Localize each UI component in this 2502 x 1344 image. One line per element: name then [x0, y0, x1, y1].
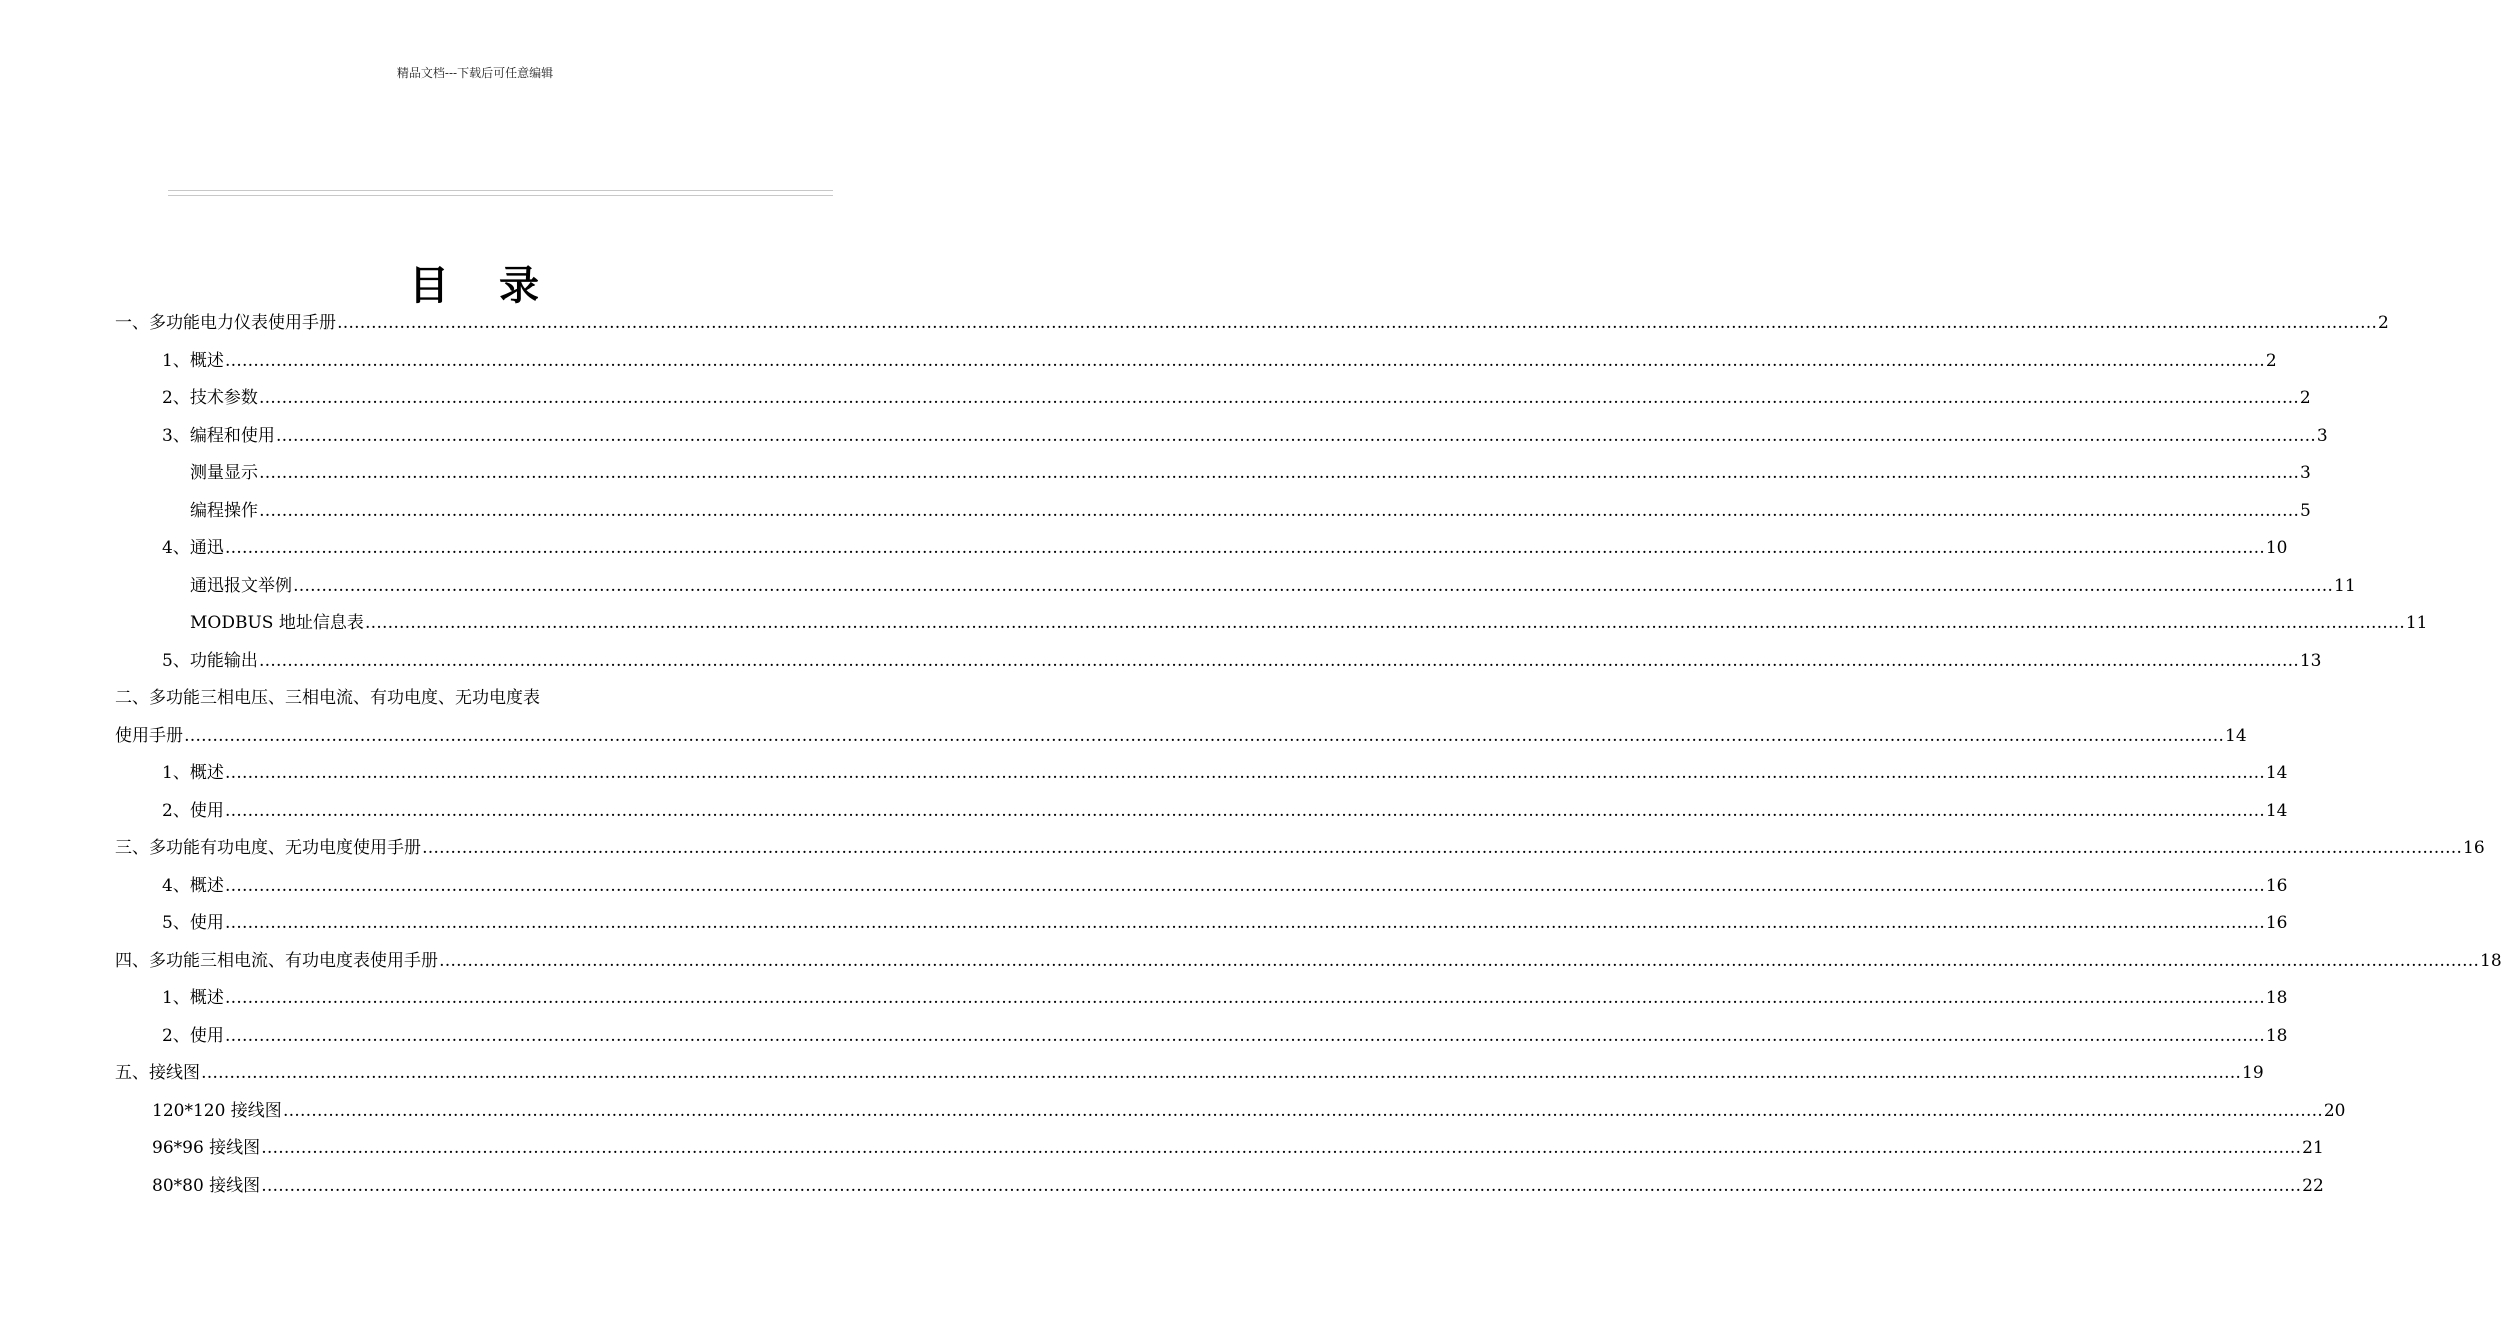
- toc-entry[interactable]: [115, 724, 2247, 748]
- toc-entry-page: 3: [2316, 426, 2328, 446]
- toc-entry[interactable]: [115, 836, 2485, 860]
- toc-entry[interactable]: [115, 311, 2389, 335]
- toc-entry-label: 4、通迅: [162, 538, 224, 558]
- toc-entry[interactable]: [190, 461, 2311, 485]
- toc-entry-page: 11: [2334, 576, 2356, 596]
- toc-entry-label: 3、编程和使用: [162, 426, 275, 446]
- toc-entry-label: 4、概述: [162, 876, 224, 896]
- toc-entry-label: 1、概述: [162, 763, 224, 783]
- toc-entry-label: 四、多功能三相电流、有功电度表使用手册: [115, 951, 438, 971]
- toc-entry-page: 14: [2265, 801, 2288, 821]
- toc-entry-page: 18: [2265, 1026, 2288, 1046]
- toc-leader-dots: ………………………………………………………………………………………………………………………………………………………………………………………………………………………………………………………………………………………………………………………………: [224, 538, 2265, 558]
- toc-entry[interactable]: [152, 1099, 2346, 1123]
- toc-entry[interactable]: [162, 349, 2277, 373]
- toc-entry[interactable]: [162, 911, 2288, 935]
- toc-leader-dots: ………………………………………………………………………………………………………………………………………………………………………………………………………………………………………………………………………………………………………………………………: [258, 388, 2299, 408]
- toc-entry[interactable]: [162, 386, 2311, 410]
- toc-leader-dots: ………………………………………………………………………………………………………………………………………………………………………………………………………………………………………………………………………………………………………………………………: [337, 313, 2377, 333]
- toc-entry[interactable]: [162, 761, 2288, 785]
- toc-entry-page: 3: [2300, 463, 2311, 483]
- toc-entry-label: 2、技术参数: [162, 388, 258, 408]
- toc-entry[interactable]: [162, 986, 2288, 1010]
- toc-leader-dots: ………………………………………………………………………………………………………………………………………………………………………………………………………………………………………………………………………………………………………………………………: [258, 651, 2299, 671]
- toc-entry-page: 5: [2300, 501, 2311, 521]
- toc-entry-label: 5、功能输出: [162, 651, 258, 671]
- toc-leader-dots: ………………………………………………………………………………………………………………………………………………………………………………………………………………………………………………………………………………………………………………………………: [224, 763, 2265, 783]
- toc-entry-label: 编程操作: [190, 501, 258, 521]
- toc-entry-label: 5、使用: [162, 913, 224, 933]
- toc-leader-dots: ………………………………………………………………………………………………………………………………………………………………………………………………………………………………………………………………………………………………………………………………: [261, 1138, 2302, 1158]
- toc-leader-dots: ………………………………………………………………………………………………………………………………………………………………………………………………………………………………………………………………………………………………………………………………: [224, 988, 2265, 1008]
- toc-entry-label: 96*96 接线图: [152, 1138, 261, 1158]
- page-header: 精品文档---下载后可任意编辑: [396, 66, 554, 80]
- toc-leader-dots: ………………………………………………………………………………………………………………………………………………………………………………………………………………………………………………………………………………………………………………………………: [224, 913, 2265, 933]
- toc-entry[interactable]: [162, 424, 2328, 448]
- toc-entry-page: 18: [2480, 951, 2502, 971]
- toc-entry-page: 16: [2265, 876, 2288, 896]
- toc-entry-label: 使用手册: [115, 726, 183, 746]
- toc-entry-label: 120*120 接线图: [152, 1101, 282, 1121]
- toc-entry-label: 一、多功能电力仪表使用手册: [115, 313, 336, 333]
- toc-entry-page: 11: [2405, 613, 2428, 633]
- toc-leader-dots: ………………………………………………………………………………………………………………………………………………………………………………………………………………………………………………………………………………………………………………………………: [293, 576, 2333, 596]
- toc-entry-label: 1、概述: [162, 351, 224, 371]
- toc-leader-dots: ………………………………………………………………………………………………………………………………………………………………………………………………………………………………………………………………………………………………………………………………: [282, 1101, 2323, 1121]
- toc-entry-label: 1、概述: [162, 988, 224, 1008]
- toc-leader-dots: ………………………………………………………………………………………………………………………………………………………………………………………………………………………………………………………………………………………………………………………………: [201, 1063, 2241, 1083]
- toc-entry-label: 通迅报文举例: [190, 576, 292, 596]
- toc-entry-page: 2: [2378, 313, 2389, 333]
- toc-entry[interactable]: [162, 649, 2322, 673]
- toc-entry[interactable]: [162, 799, 2288, 823]
- toc-leader-dots: ………………………………………………………………………………………………………………………………………………………………………………………………………………………………………………………………………………………………………………………………: [275, 426, 2316, 446]
- toc-entry-page: 16: [2265, 913, 2288, 933]
- toc-leader-dots: ………………………………………………………………………………………………………………………………………………………………………………………………………………………………………………………………………………………………………………………………: [259, 463, 2299, 483]
- toc-entry-page: 21: [2302, 1138, 2324, 1158]
- toc-entry[interactable]: [190, 611, 2428, 635]
- toc-entry[interactable]: [190, 499, 2311, 523]
- toc-entry-page: 19: [2242, 1063, 2264, 1083]
- toc-entry-label: 二、多功能三相电压、三相电流、有功电度、无功电度表: [115, 688, 540, 708]
- toc-leader-dots: ………………………………………………………………………………………………………………………………………………………………………………………………………………………………………………………………………………………………………………………………: [184, 726, 2224, 746]
- toc-entry-heading: [115, 686, 765, 710]
- toc-entry[interactable]: [162, 874, 2288, 898]
- toc-entry-page: 22: [2302, 1176, 2324, 1196]
- toc-entry[interactable]: [162, 536, 2288, 560]
- toc-entry-page: 14: [2265, 763, 2288, 783]
- toc-entry-label: 测量显示: [190, 463, 258, 483]
- toc-entry-page: 13: [2299, 651, 2322, 671]
- toc-leader-dots: ………………………………………………………………………………………………………………………………………………………………………………………………………………………………………………………………………………………………………………………………: [422, 838, 2462, 858]
- toc-entry[interactable]: [162, 1024, 2288, 1048]
- toc-entry-label: 80*80 接线图: [152, 1176, 261, 1196]
- toc-entry[interactable]: [152, 1136, 2324, 1160]
- toc-leader-dots: ………………………………………………………………………………………………………………………………………………………………………………………………………………………………………………………………………………………………………………………………: [261, 1176, 2302, 1196]
- toc-title-char-2: 录: [499, 262, 541, 309]
- toc-entry[interactable]: [190, 574, 2356, 598]
- toc-title-char-1: 目: [409, 262, 451, 309]
- toc-entry-label: 2、使用: [162, 801, 224, 821]
- toc-leader-dots: ………………………………………………………………………………………………………………………………………………………………………………………………………………………………………………………………………………………………………………………………: [224, 1026, 2265, 1046]
- toc-entry-page: 18: [2265, 988, 2288, 1008]
- toc-entry-page: 14: [2225, 726, 2247, 746]
- toc-leader-dots: ………………………………………………………………………………………………………………………………………………………………………………………………………………………………………………………………………………………………………………………………: [439, 951, 2479, 971]
- toc-entry-page: 2: [2299, 388, 2311, 408]
- toc-entry[interactable]: [115, 949, 2502, 973]
- toc-entry-page: 2: [2265, 351, 2277, 371]
- toc-leader-dots: ………………………………………………………………………………………………………………………………………………………………………………………………………………………………………………………………………………………………………………………………: [259, 501, 2299, 521]
- toc-entry-page: 16: [2463, 838, 2485, 858]
- toc-entry-label: 五、接线图: [115, 1063, 200, 1083]
- toc-entry-page: 20: [2323, 1101, 2346, 1121]
- toc-leader-dots: ………………………………………………………………………………………………………………………………………………………………………………………………………………………………………………………………………………………………………………………………: [224, 351, 2265, 371]
- toc-entry-page: 10: [2265, 538, 2288, 558]
- toc-entry-label: 三、多功能有功电度、无功电度使用手册: [115, 838, 421, 858]
- toc-entry[interactable]: [115, 1061, 2264, 1085]
- toc-leader-dots: ………………………………………………………………………………………………………………………………………………………………………………………………………………………………………………………………………………………………………………………………: [364, 613, 2405, 633]
- toc-leader-dots: ………………………………………………………………………………………………………………………………………………………………………………………………………………………………………………………………………………………………………………………………: [224, 876, 2265, 896]
- toc-entry-label: MODBUS 地址信息表: [190, 613, 364, 633]
- toc-entry[interactable]: [152, 1174, 2324, 1198]
- toc-entry-label: 2、使用: [162, 1026, 224, 1046]
- toc-leader-dots: ………………………………………………………………………………………………………………………………………………………………………………………………………………………………………………………………………………………………………………………………: [224, 801, 2265, 821]
